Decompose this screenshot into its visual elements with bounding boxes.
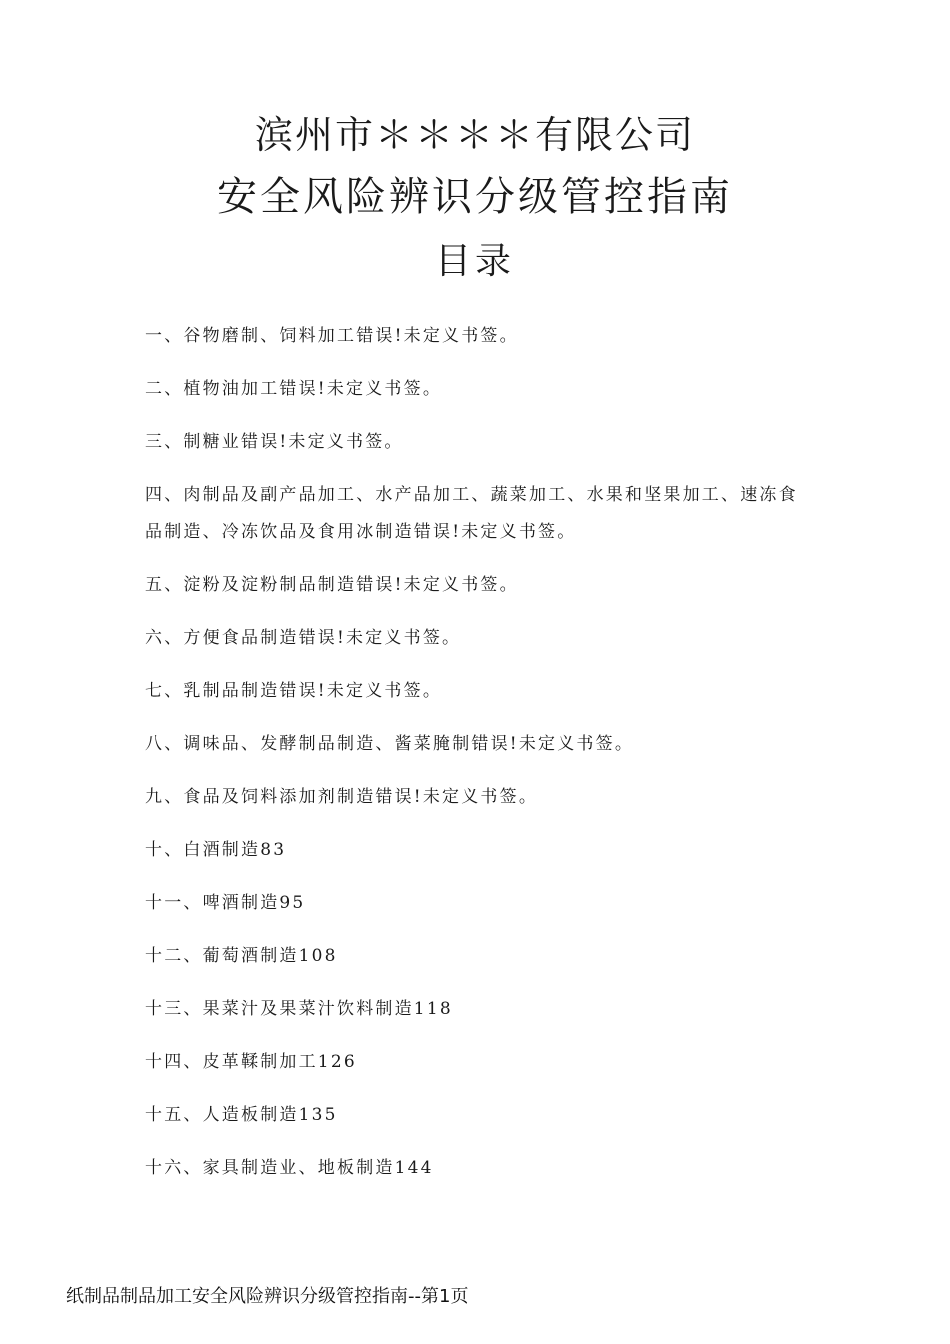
toc-item[interactable]: 五、淀粉及淀粉制品制造错误!未定义书签。 bbox=[145, 575, 519, 595]
table-of-contents bbox=[145, 318, 815, 1203]
guide-title: 安全风险辨识分级管控指南 bbox=[217, 174, 733, 220]
toc-item[interactable]: 三、制糖业错误!未定义书签。 bbox=[145, 432, 404, 452]
toc-heading: 目录 bbox=[434, 241, 515, 282]
toc-item[interactable]: 四、肉制品及副产品加工、水产品加工、蔬菜加工、水果和坚果加工、速冻食品制造、冷冻饮品及食用冰制造错误!未定义书签。 bbox=[145, 485, 798, 542]
toc-item[interactable]: 十六、家具制造业、地板制造144 bbox=[145, 1158, 434, 1178]
toc-item[interactable]: 十一、啤酒制造95 bbox=[145, 893, 306, 913]
page-footer: 纸制品制品加工安全风险辨识分级管控指南--第1页 bbox=[66, 1286, 469, 1307]
toc-item[interactable]: 十四、皮革鞣制加工126 bbox=[145, 1052, 357, 1072]
toc-item[interactable]: 七、乳制品制造错误!未定义书签。 bbox=[145, 681, 443, 701]
toc-item[interactable]: 十三、果菜汁及果菜汁饮料制造118 bbox=[145, 999, 453, 1019]
toc-item[interactable]: 十二、葡萄酒制造108 bbox=[145, 946, 338, 966]
company-title: 滨州市＊＊＊＊有限公司 bbox=[254, 113, 695, 157]
toc-item[interactable]: 一、谷物磨制、饲料加工错误!未定义书签。 bbox=[145, 326, 519, 346]
toc-item[interactable]: 十五、人造板制造135 bbox=[145, 1105, 338, 1125]
toc-item[interactable]: 九、食品及饲料添加剂制造错误!未定义书签。 bbox=[145, 787, 539, 807]
toc-item[interactable]: 六、方便食品制造错误!未定义书签。 bbox=[145, 628, 462, 648]
toc-item[interactable]: 八、调味品、发酵制品制造、酱菜腌制错误!未定义书签。 bbox=[145, 734, 635, 754]
toc-item[interactable]: 十、白酒制造83 bbox=[145, 840, 287, 860]
toc-item[interactable]: 二、植物油加工错误!未定义书签。 bbox=[145, 379, 443, 399]
